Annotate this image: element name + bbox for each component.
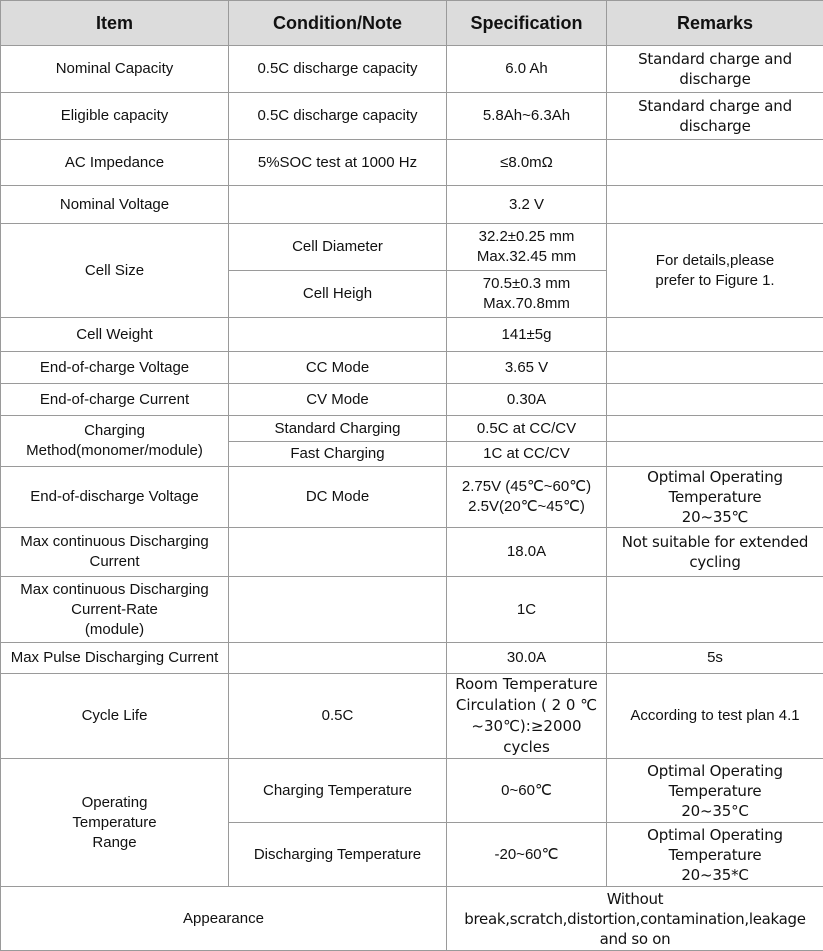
cell-item: Appearance (1, 887, 447, 951)
spec-line: Max.70.8mm (450, 294, 603, 314)
cell-remarks (607, 528, 823, 577)
cell-remarks: Standard charge and discharge (607, 93, 823, 140)
cell-item: Nominal Voltage (1, 186, 229, 224)
remark-line: Optimal Operating Temperature (610, 467, 820, 507)
cell-remarks (607, 384, 823, 416)
cell-condition (229, 643, 447, 674)
cell-item: End-of-discharge Voltage (1, 467, 229, 528)
cell-condition: Charging Temperature (229, 759, 447, 823)
remark-line: cycling (610, 552, 820, 572)
cell-item (1, 416, 229, 467)
cell-condition: 0.5C discharge capacity (229, 93, 447, 140)
cell-condition: DC Mode (229, 467, 447, 528)
table-row (1, 467, 823, 528)
spec-line: Max.32.45 mm (450, 247, 603, 267)
cell-remarks: Standard charge and discharge (607, 46, 823, 93)
cell-remarks (607, 140, 823, 186)
remark-line: For details,please (610, 251, 820, 271)
header-item: Item (1, 1, 229, 46)
cell-remarks (607, 577, 823, 643)
cell-remarks (607, 442, 823, 467)
remark-line: 20~35*C (610, 865, 820, 885)
cell-specification: 0.5C at CC/CV (447, 416, 607, 442)
cell-condition: Cell Heigh (229, 271, 447, 318)
cell-item: Cell Size (1, 224, 229, 318)
cell-item: Cell Weight (1, 318, 229, 352)
table-row (1, 318, 823, 352)
remark-line: 20~35℃ (610, 507, 820, 527)
header-remarks: Remarks (607, 1, 823, 46)
cell-specification (447, 467, 607, 528)
cell-specification: 5.8Ah~6.3Ah (447, 93, 607, 140)
cell-remarks (607, 224, 823, 318)
table-row (1, 186, 823, 224)
cell-specification: 1C (447, 577, 607, 643)
cell-condition: 0.5C discharge capacity (229, 46, 447, 93)
cell-specification: 3.65 V (447, 352, 607, 384)
remark-line: prefer to Figure 1. (610, 271, 820, 291)
cell-item: AC Impedance (1, 140, 229, 186)
spec-line: Without break,scratch,distortion,contamination,leakage (450, 889, 820, 929)
table-row (1, 46, 823, 93)
cell-specification: -20~60℃ (447, 823, 607, 887)
cell-condition (229, 577, 447, 643)
cell-remarks (607, 416, 823, 442)
cell-specification (447, 224, 607, 271)
cell-remarks (607, 467, 823, 528)
cell-remarks (607, 352, 823, 384)
table-row (1, 528, 823, 577)
spec-line: 2.75V (45℃~60℃) (450, 477, 603, 497)
cell-condition (229, 186, 447, 224)
table-row (1, 224, 823, 271)
table-row (1, 384, 823, 416)
table-row (1, 577, 823, 643)
cell-remarks (607, 186, 823, 224)
cell-condition: Cell Diameter (229, 224, 447, 271)
cell-condition (229, 318, 447, 352)
cell-condition: 5%SOC test at 1000 Hz (229, 140, 447, 186)
header-specification: Specification (447, 1, 607, 46)
spec-line: 32.2±0.25 mm (450, 227, 603, 247)
cell-remarks: 5s (607, 643, 823, 674)
cell-condition: Fast Charging (229, 442, 447, 467)
cell-remarks (607, 823, 823, 887)
header-row (1, 1, 823, 46)
item-line: Current-Rate (4, 600, 225, 620)
spec-line: ~30℃):≥2000 cycles (450, 716, 603, 758)
table-row (1, 643, 823, 674)
cell-specification (447, 674, 607, 759)
cell-specification: 141±5g (447, 318, 607, 352)
cell-item: Max Pulse Discharging Current (1, 643, 229, 674)
item-line: Max continuous Discharging (4, 580, 225, 600)
cell-specification (447, 887, 823, 951)
cell-specification (447, 271, 607, 318)
cell-condition: Standard Charging (229, 416, 447, 442)
cell-item: End-of-charge Current (1, 384, 229, 416)
cell-specification: 3.2 V (447, 186, 607, 224)
cell-remarks (607, 759, 823, 823)
item-line: Operating (4, 793, 225, 813)
table-row (1, 759, 823, 823)
table-row (1, 140, 823, 186)
table-row (1, 416, 823, 442)
remark-line: Optimal Operating Temperature (610, 825, 820, 865)
spec-line: Circulation ( 2 0 ℃ (450, 695, 603, 716)
cell-specification: 30.0A (447, 643, 607, 674)
cell-condition: Discharging Temperature (229, 823, 447, 887)
cell-condition: 0.5C (229, 674, 447, 759)
table-row (1, 887, 823, 951)
item-line: Charging (4, 421, 225, 441)
cell-item (1, 759, 229, 887)
item-line: Method(monomer/module) (4, 441, 225, 461)
item-line: Temperature (4, 813, 225, 833)
spec-line: 2.5V(20℃~45℃) (450, 497, 603, 517)
cell-remarks: According to test plan 4.1 (607, 674, 823, 759)
remark-line: Not suitable for extended (610, 532, 820, 552)
spec-line: and so on (450, 929, 820, 949)
cell-item (1, 577, 229, 643)
header-condition: Condition/Note (229, 1, 447, 46)
cell-specification: 18.0A (447, 528, 607, 577)
cell-item: End-of-charge Voltage (1, 352, 229, 384)
item-line: Current (4, 552, 225, 572)
table-row (1, 93, 823, 140)
cell-condition: CV Mode (229, 384, 447, 416)
item-line: Max continuous Discharging (4, 532, 225, 552)
item-line: (module) (4, 620, 225, 640)
cell-specification: 0~60℃ (447, 759, 607, 823)
cell-item: Cycle Life (1, 674, 229, 759)
spec-line: 70.5±0.3 mm (450, 274, 603, 294)
table-row (1, 674, 823, 759)
table-row (1, 352, 823, 384)
item-line: Range (4, 833, 225, 853)
cell-condition: CC Mode (229, 352, 447, 384)
remark-line: Optimal Operating Temperature (610, 761, 820, 801)
cell-item: Nominal Capacity (1, 46, 229, 93)
cell-specification: 0.30A (447, 384, 607, 416)
remark-line: 20~35°C (610, 801, 820, 821)
cell-remarks (607, 318, 823, 352)
cell-specification: ≤8.0mΩ (447, 140, 607, 186)
cell-specification: 1C at CC/CV (447, 442, 607, 467)
cell-condition (229, 528, 447, 577)
spec-line: Room Temperature (450, 674, 603, 695)
cell-specification: 6.0 Ah (447, 46, 607, 93)
cell-item: Eligible capacity (1, 93, 229, 140)
cell-item (1, 528, 229, 577)
